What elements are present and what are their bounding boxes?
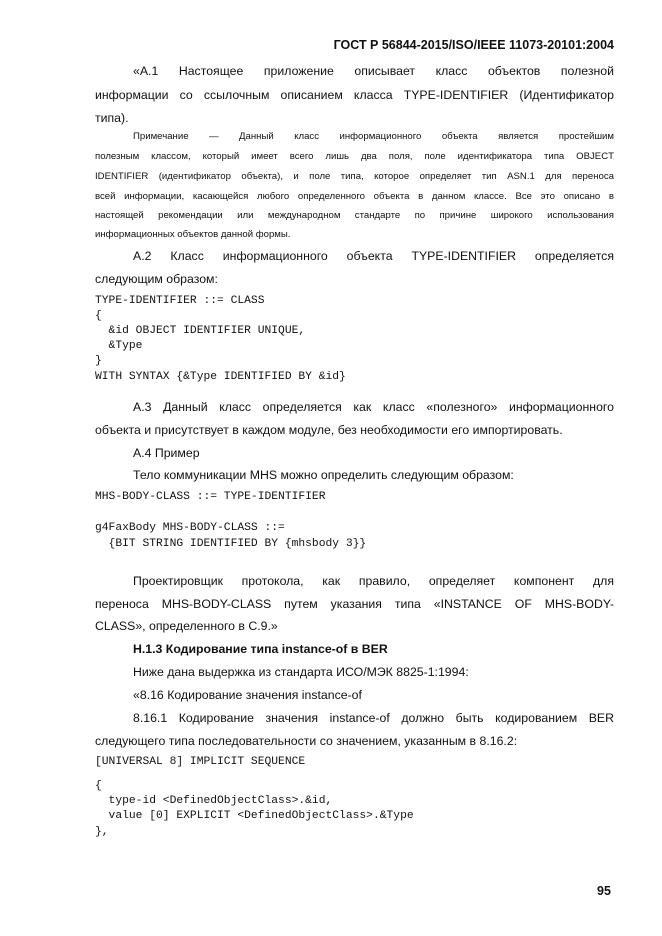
paragraph-a3-line1: А.3 Данный класс определяется как класс «полезного» информационного [133,400,614,414]
paragraph-excerpt-intro: Ниже дана выдержка из стандарта ИСО/МЭК 8825-1:1994: [133,665,469,679]
paragraph-example-intro: Тело коммуникации MHS можно определить следующим образом: [133,468,514,482]
paragraph-designer-line1: Проектировщик протокола, как правило, определяет компонент для [133,574,614,588]
paragraph-a1-line2: информации со ссылочным описанием класса TYPE-IDENTIFIER (Идентификатор [95,88,614,102]
code-line: type-id <DefinedObjectClass>.&id, [95,795,333,807]
paragraph-designer-line2: переноса MHS-BODY-CLASS путем указания типа «INSTANCE OF MHS-BODY- [95,597,614,611]
code-line: &Type [95,340,143,352]
note-line3: IDENTIFIER (идентификатор объекта), и поле типа, которое определяет тип ASN.1 для переноса [95,171,614,182]
code-line: { [95,780,102,792]
code-line: } [95,355,102,367]
code-line: TYPE-IDENTIFIER ::= CLASS [95,295,265,307]
note-line5: настоящей рекомендации или международном стандарте по причине широкого использования [95,210,614,221]
code-line: WITH SYNTAX {&Type IDENTIFIED BY &id} [95,371,346,383]
paragraph-designer-line3: CLASS», определенного в С.9.» [95,619,278,633]
code-line: [UNIVERSAL 8] IMPLICIT SEQUENCE [95,756,306,768]
code-line: g4FaxBody MHS-BODY-CLASS ::= [95,522,285,534]
paragraph-a2-line2: следующим образом: [95,272,218,286]
note-line2: полезным классом, который имеет всего лишь два поля, поле идентификатора типа OBJECT [95,151,614,162]
note-line4: всей информации, касающейся любого определенного объекта в данном классе. Все это описано в [95,191,614,202]
code-line: }, [95,826,109,838]
paragraph-a1-line1: «А.1 Настоящее приложение описывает класс объектов полезной [133,64,614,78]
code-line: MHS-BODY-CLASS ::= TYPE-IDENTIFIER [95,491,326,503]
page-number: 95 [597,884,611,898]
code-line: { [95,310,102,322]
code-line: &id OBJECT IDENTIFIER UNIQUE, [95,325,306,337]
note-line1: Примечание — Данный класс информационного объекта является простейшим [133,131,614,142]
paragraph-a2-line1: А.2 Класс информационного объекта TYPE-IDENTIFIER определяется [133,249,614,263]
section-heading: Н.1.3 Кодирование типа instance-of в BER [133,642,388,656]
document-header: ГОСТ Р 56844-2015/ISO/IEEE 11073-20101:2004 [333,38,614,52]
paragraph-816: «8.16 Кодирование значения instance-of [133,688,362,702]
paragraph-8161-line1: 8.16.1 Кодирование значения instance-of должно быть кодированием BER [133,711,614,725]
code-line: value [0] EXPLICIT <DefinedObjectClass>.&Type [95,810,414,822]
paragraph-a1-line3: типа). [95,111,129,125]
paragraph-8161-line2: следующего типа последовательности со значением, указанным в 8.16.2: [95,734,518,748]
paragraph-a4: А.4 Пример [133,446,200,460]
note-line6: информационных объектов данной формы. [95,229,291,240]
paragraph-a3-line2: объекта и присутствует в каждом модуле, без необходимости его импортировать. [95,423,563,437]
code-line: {BIT STRING IDENTIFIED BY {mhsbody 3}} [95,538,367,550]
